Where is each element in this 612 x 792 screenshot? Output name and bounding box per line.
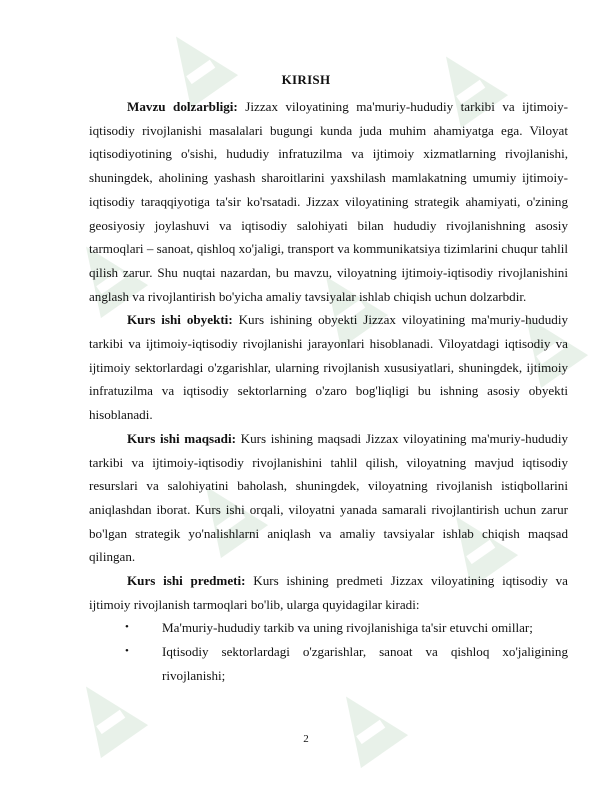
list-item-text: Ma'muriy-hududiy tarkib va uning rivojlanishiga ta'sir etuvchi omillar; xyxy=(162,620,533,636)
paragraph-object xyxy=(89,308,568,427)
paragraph-label: Mavzu dolzarbligi: xyxy=(127,99,238,114)
paragraph-label: Kurs ishi maqsadi: xyxy=(127,430,236,446)
paragraph-label: Kurs ishi obyekti: xyxy=(127,312,233,328)
bullet-icon: • xyxy=(125,645,129,658)
paragraph-subject xyxy=(89,569,568,616)
paragraph-text: Kurs ishining maqsadi Jizzax viloyatining ma'muriy-hududiy tarkibi va ijtimoiy-iqtisodiy rivojlanishini tahlil qilish, viloyatning mavjud iqtisodiy resurslari va salohiyatini baholash, shuningdek, viloyatning rivojlanish istiqbollarini aniqlashdan iborat. Kurs ishi orqali, viloyatni yanada samarali rivojlantirish uchun zarur bo'lgan strategik yo'nalishlarni aniqlash va amaliy tavsiyalar ishlab chiqish maqsad qilingan. xyxy=(89,430,569,565)
list-item xyxy=(89,616,568,640)
page-number: 2 xyxy=(303,733,309,745)
paragraph-text: Kurs ishining obyekti Jizzax viloyatining ma'muriy-hududiy tarkibi va ijtimoiy-iqtisodiy rivojlanishi jarayonlari hisoblanadi. Viloyatdagi iqtisodiy va ijtimoiy sektorlardagi o'zgarishlar, ularning rivojlanish xususiyatlari, shuningdek, ijtimoiy infratuzilma va iqtisodiy sektorlarning o'zaro bog'liqligi bu ishning asosiy obyekti hisoblanadi. xyxy=(89,312,568,423)
document-title: KIRISH xyxy=(281,72,331,87)
paragraph-label: Kurs ishi predmeti: xyxy=(127,573,246,589)
list-item-text: Iqtisodiy sektorlardagi o'zgarishlar, sanoat va qishloq xo'jaligining rivojlanishi; xyxy=(162,644,568,683)
bullet-icon: • xyxy=(125,621,129,634)
paragraph-goal xyxy=(89,427,568,569)
document-body xyxy=(89,95,568,688)
paragraph-relevance xyxy=(89,95,568,308)
list-item xyxy=(89,640,568,687)
paragraph-text: Kurs ishining predmeti Jizzax viloyatining iqtisodiy va ijtimoiy rivojlanish tarmoqlari bo'lib, ularga quyidagilar kiradi: xyxy=(89,573,568,612)
paragraph-text: Jizzax viloyatining ma'muriy-hududiy tarkibi va ijtimoiy-iqtisodiy rivojlanishi masalalari bugungi kunda juda muhim ahamiyatga ega. Viloyat iqtisodiyotining o'sishi, hududiy infratuzilma va ijtimoiy xizmatlarning rivojlanishi, shuningdek, aholining yashash sharoitlarini yaxshilash mamlakatning umumiy ijtimoiy-iqtisodiy taraqqiyotiga ta'sir ko'rsatadi. Jizzax viloyatining strategik ahamiyati, o'zining geosiyosiy joylashuvi va iqtisodiy salohiyati bilan hududiy rivojlanishning asosiy tarmoqlari – sanoat, qishloq xo'jaligi, transport va kommunikatsiya tizimlarini chuqur tahlil qilish zarur. Shu nuqtai nazardan, bu mavzu, viloyatning ijtimoiy-iqtisodiy rivojlanishini anglash va rivojlantirish bo'yicha amaliy tavsiyalar ishlab chiqish uchun dolzarbdir. xyxy=(89,99,568,304)
